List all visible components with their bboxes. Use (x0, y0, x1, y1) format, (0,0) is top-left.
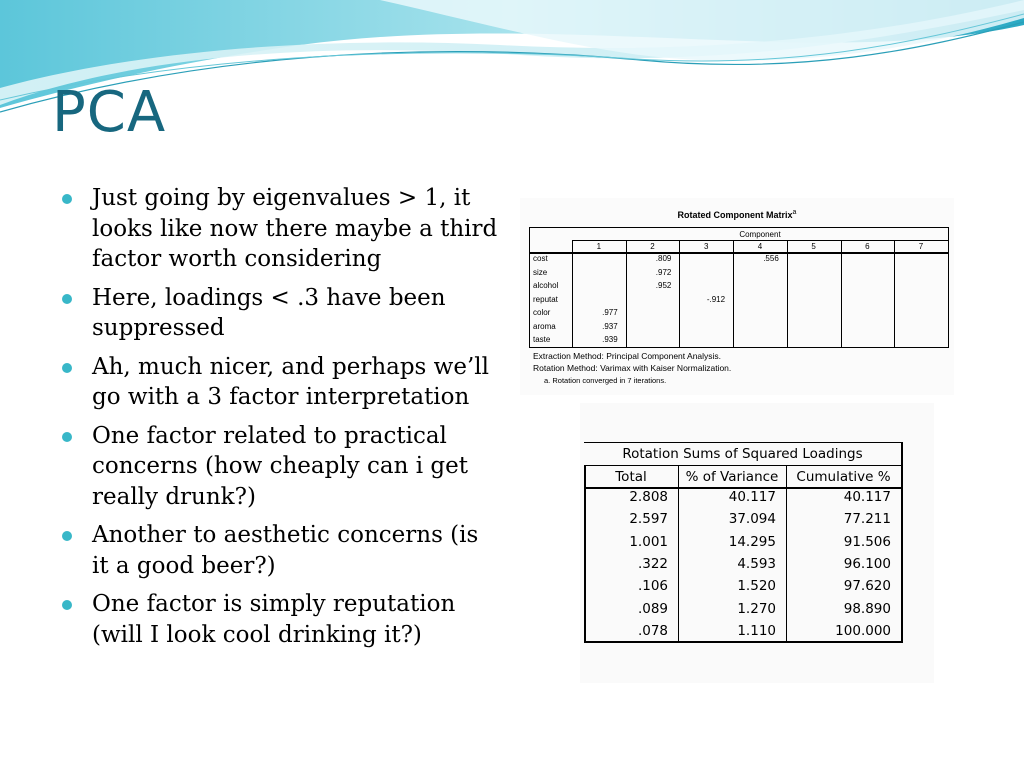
rotation-sums-cell: 1.270 (737, 600, 776, 617)
rotation-sums-header-line (584, 465, 901, 466)
matrix-cell: .952 (655, 281, 672, 290)
rotation-sums-cell: 97.620 (843, 578, 891, 595)
rotation-sums-cell: 98.890 (843, 600, 891, 617)
bullet-dot-icon (62, 531, 72, 541)
bullet-item (62, 520, 502, 581)
rotated-component-matrix (520, 198, 954, 395)
bullet-item (62, 352, 502, 413)
rotation-sums-table (580, 403, 934, 683)
matrix-column-header: 5 (811, 242, 816, 251)
matrix-col-line (841, 240, 842, 347)
rotation-sums-cell: .089 (637, 600, 668, 617)
matrix-row-label: color (533, 308, 551, 317)
matrix-group-header: Component (739, 230, 781, 239)
rotation-sums-title: Rotation Sums of Squared Loadings (622, 446, 863, 462)
matrix-footnote: Extraction Method: Principal Component Analysis. (533, 351, 722, 361)
matrix-col-line (679, 240, 680, 347)
rotation-sums-column-header: Total (615, 469, 647, 485)
matrix-cell: .556 (763, 254, 779, 263)
matrix-row-label: size (533, 267, 548, 277)
rotation-sums-cell: 96.100 (843, 555, 891, 572)
rotation-sums-frame (584, 442, 903, 643)
rotation-sums-cell: 37.094 (728, 511, 776, 528)
slide-title: PCA (52, 80, 167, 145)
matrix-footnote-a: a. Rotation converged in 7 iterations. (544, 376, 667, 385)
bullet-text: One factor related to practical concerns (how cheaply can i get really drunk?) (92, 422, 468, 510)
rotation-sums-cell: 14.295 (728, 533, 776, 550)
rotation-sums-cell: .322 (637, 555, 668, 572)
matrix-col-line (787, 240, 788, 347)
bullet-item (62, 421, 502, 513)
matrix-column-header: 4 (757, 242, 763, 251)
bullet-dot-icon (62, 294, 72, 304)
rotation-sums-cell: 77.211 (843, 511, 891, 528)
bullet-dot-icon (62, 432, 72, 442)
bullet-dot-icon (62, 600, 72, 610)
matrix-column-header: 3 (704, 242, 709, 251)
rotation-sums-cell: 1.110 (737, 622, 776, 639)
matrix-row-label: cost (533, 254, 548, 263)
matrix-grid (529, 227, 949, 348)
matrix-column-header: 2 (650, 242, 655, 251)
matrix-cell: .977 (602, 308, 618, 317)
matrix-row-label: reputat (533, 294, 558, 304)
bullet-text: Ah, much nicer, and perhaps we’ll go with a 3 factor interpretation (92, 353, 489, 410)
rotation-sums-cell: 4.593 (737, 555, 776, 572)
bullet-text: One factor is simply reputation (will I look cool drinking it?) (92, 591, 456, 648)
rotation-sums-column-header: Cumulative % (796, 469, 891, 485)
matrix-row-label: alcohol (533, 281, 559, 290)
matrix-header-line (572, 240, 948, 241)
rotation-sums-cell: 40.117 (843, 489, 891, 505)
rotation-sums-cell: 100.000 (835, 622, 891, 639)
matrix-row-label: aroma (533, 321, 556, 331)
matrix-column-header: 6 (865, 242, 870, 251)
bullet-dot-icon (62, 194, 72, 204)
rotation-sums-column-header: % of Variance (685, 469, 779, 485)
bullet-item (62, 283, 502, 344)
matrix-footnote: Rotation Method: Varimax with Kaiser Normalization. (533, 363, 732, 373)
matrix-cell: -.912 (706, 294, 726, 304)
matrix-col-line (572, 240, 573, 347)
bullet-dot-icon (62, 363, 72, 373)
rotation-sums-cell: .078 (637, 622, 668, 639)
rotation-sums-cell: .106 (637, 578, 668, 595)
bullet-list (62, 183, 502, 658)
rotation-sums-cell: 2.597 (629, 511, 668, 528)
matrix-title: Rotated Component Matrix$^a$ (677, 209, 797, 220)
bullet-text: Another to aesthetic concerns (is it a good beer?) (92, 522, 479, 579)
bullet-text: Here, loadings < .3 have been suppressed (92, 284, 446, 341)
rotation-sums-cell: 2.808 (629, 489, 668, 505)
bullet-item (62, 183, 502, 275)
matrix-column-header: 1 (596, 242, 602, 251)
matrix-cell: .809 (655, 254, 672, 263)
rotation-sums-cell: 40.117 (728, 489, 776, 505)
rotation-sums-cell: 1.001 (629, 533, 668, 550)
matrix-cell: .939 (602, 335, 618, 344)
bullet-text: Just going by eigenvalues > 1, it looks like now there maybe a third factor worth considering (92, 185, 498, 272)
matrix-row-label: taste (533, 335, 551, 344)
matrix-cell: .972 (655, 267, 672, 277)
matrix-column-header: 7 (918, 242, 924, 251)
bullet-item (62, 589, 502, 650)
rotation-sums-cell: 91.506 (843, 533, 891, 550)
matrix-col-line (894, 240, 895, 347)
rotation-sums-cell: 1.520 (737, 578, 776, 595)
matrix-cell: .937 (602, 321, 618, 331)
